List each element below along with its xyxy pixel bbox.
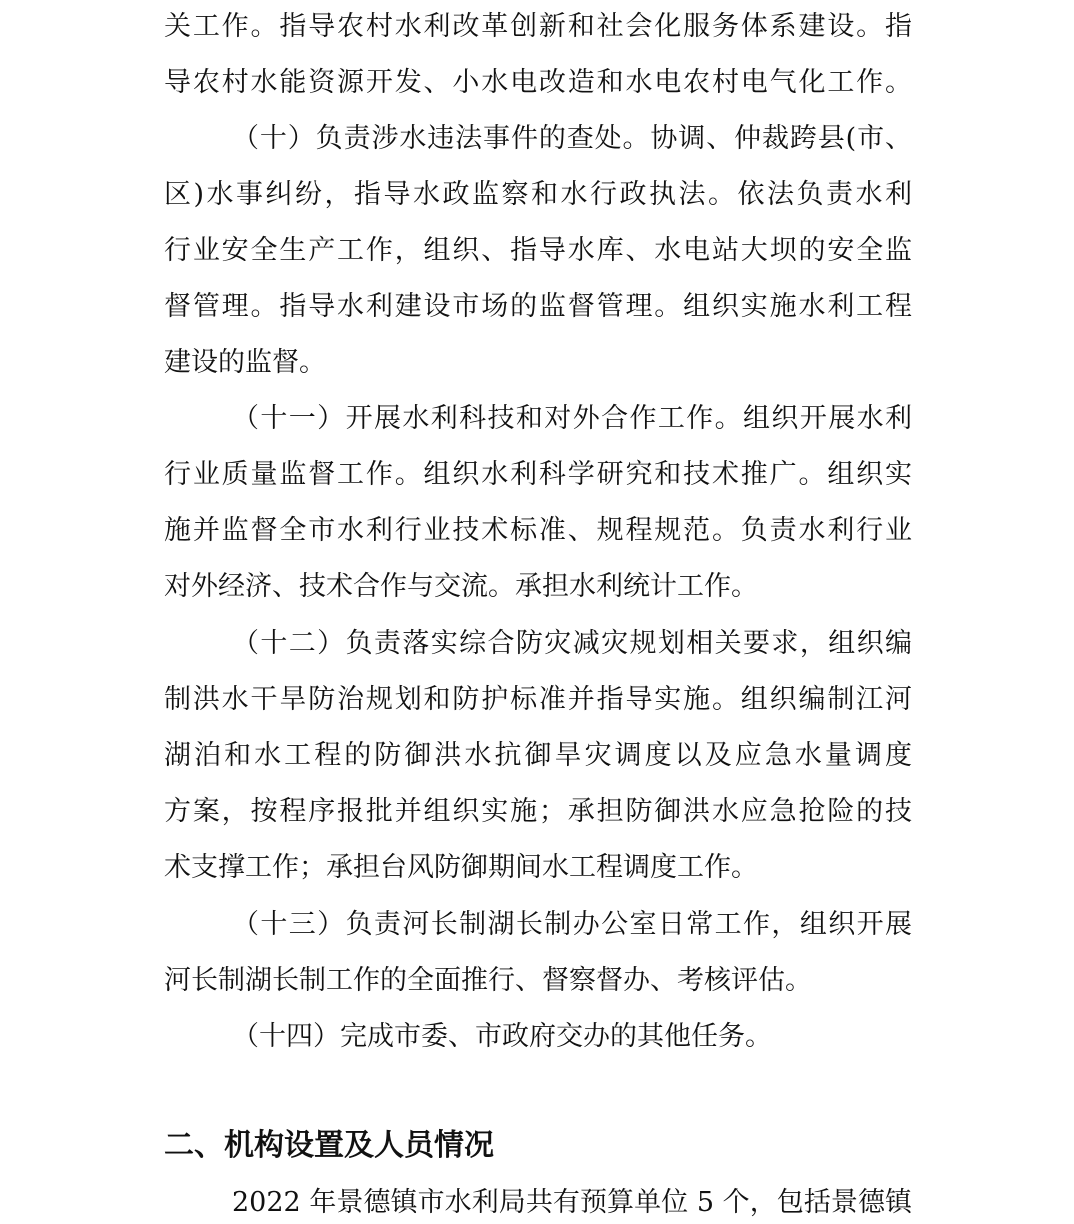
text-line: 区)水事纠纷，指导水政监察和水行政执法。依法负责水利: [164, 179, 912, 210]
text-line: 行业安全生产工作，组织、指导水库、水电站大坝的安全监: [164, 235, 912, 266]
text-line: 湖泊和水工程的防御洪水抗御旱灾调度以及应急水量调度: [164, 740, 912, 771]
text-line: 关工作。指导农村水利改革创新和社会化服务体系建设。指: [164, 11, 912, 42]
paragraph-10-start: （十）负责涉水违法事件的查处。协调、仲裁跨县(市、: [232, 123, 912, 154]
paragraph-12-start: （十二）负责落实综合防灾减灾规划相关要求，组织编: [232, 628, 912, 659]
paragraph-13-start: （十三）负责河长制湖长制办公室日常工作，组织开展: [232, 909, 912, 940]
text-line: 行业质量监督工作。组织水利科学研究和技术推广。组织实: [164, 459, 912, 490]
text-line: 河长制湖长制工作的全面推行、督察督办、考核评估。: [164, 965, 812, 996]
text-line: 对外经济、技术合作与交流。承担水利统计工作。: [164, 571, 758, 602]
text-line: 督管理。指导水利建设市场的监督管理。组织实施水利工程: [164, 291, 912, 322]
text-line: 制洪水干旱防治规划和防护标准并指导实施。组织编制江河: [164, 684, 912, 715]
text-line: 建设的监督。: [164, 347, 326, 378]
section-heading: 二、机构设置及人员情况: [164, 1128, 494, 1163]
paragraph-11-start: （十一）开展水利科技和对外合作工作。组织开展水利: [232, 403, 912, 434]
text-line: 2022 年景德镇市水利局共有预算单位 5 个，包括景德镇: [232, 1187, 912, 1218]
paragraph-14: （十四）完成市委、市政府交办的其他任务。: [232, 1021, 772, 1052]
text-line: 导农村水能资源开发、小水电改造和水电农村电气化工作。: [164, 67, 912, 98]
text-line: 方案，按程序报批并组织实施；承担防御洪水应急抢险的技: [164, 796, 912, 827]
text-line: 术支撑工作；承担台风防御期间水工程调度工作。: [164, 852, 758, 883]
text-line: 施并监督全市水利行业技术标准、规程规范。负责水利行业: [164, 515, 912, 546]
